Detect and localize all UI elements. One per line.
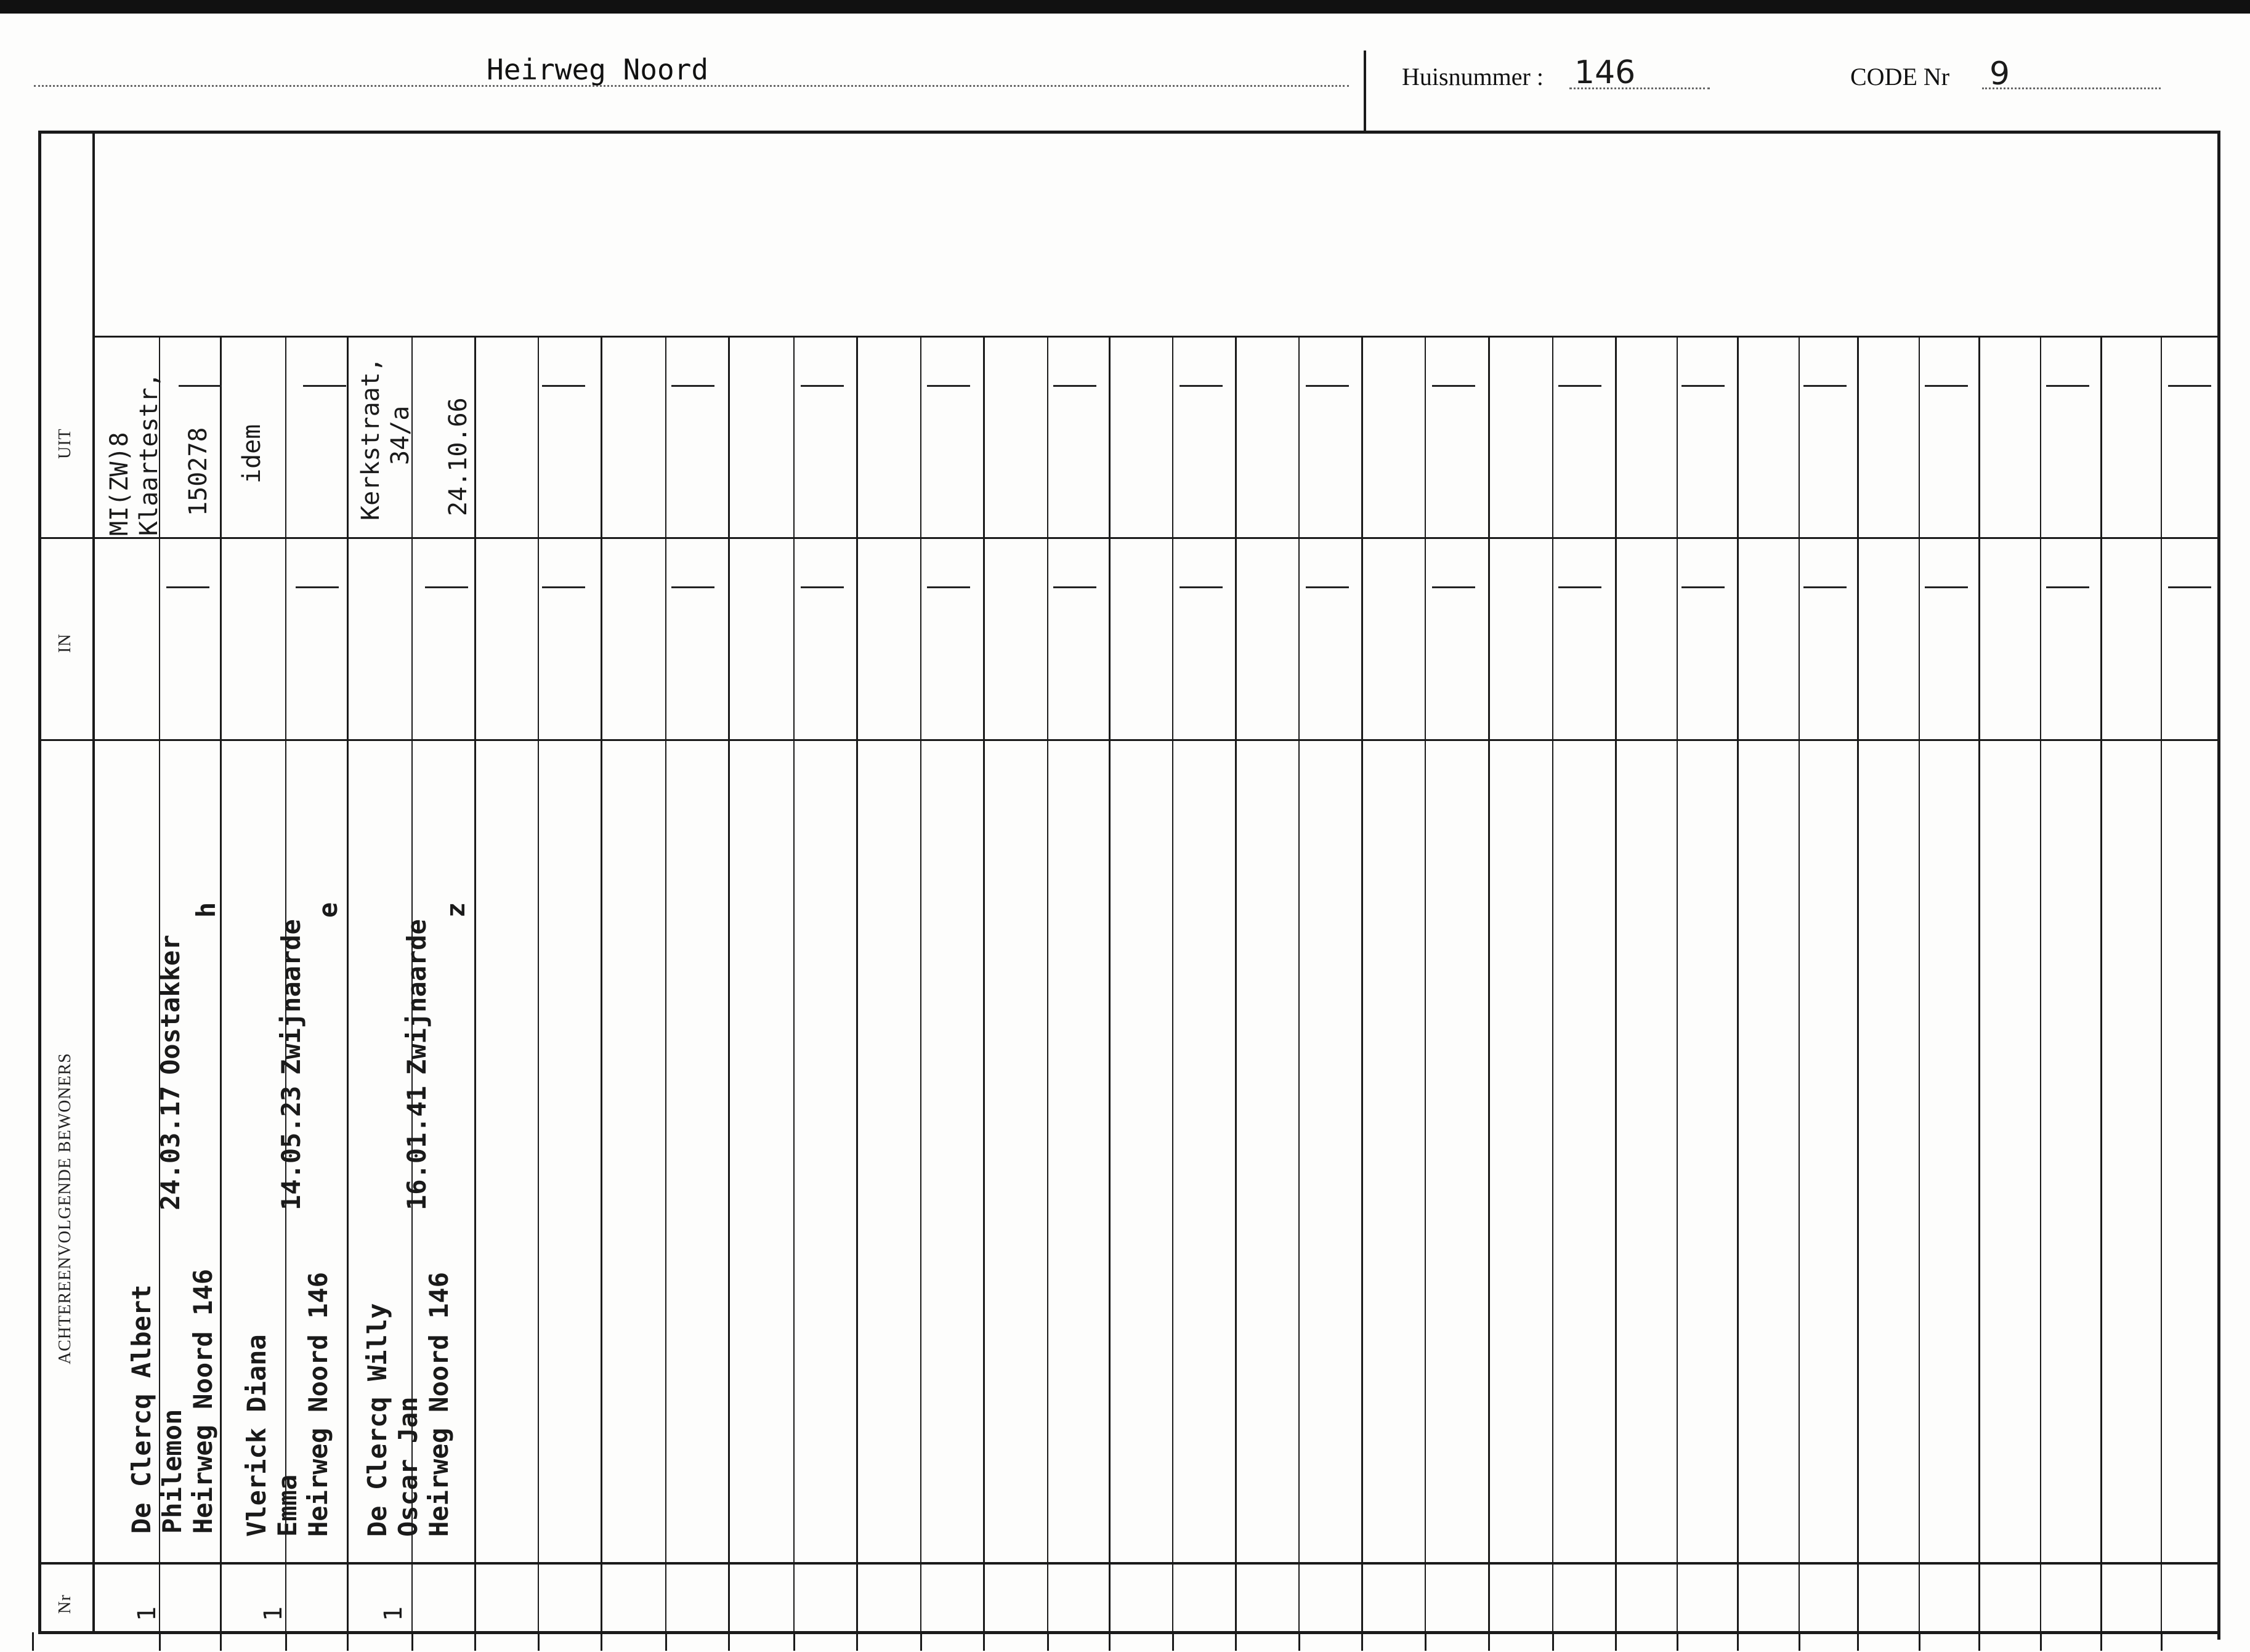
column-stub <box>2100 1632 2102 1651</box>
house-number-label: Huisnummer : <box>1402 63 1544 91</box>
column-stub <box>1919 1632 1920 1651</box>
column-stub <box>2040 1632 2042 1651</box>
empty-cell-dash <box>1053 385 1096 387</box>
empty-cell-dash <box>927 385 970 387</box>
empty-cell-dash <box>2046 586 2089 588</box>
row-divider-residents <box>38 739 2219 741</box>
section-label-uit: UIT <box>55 428 75 459</box>
section-label-in: IN <box>55 633 75 653</box>
column-stub <box>793 1632 795 1651</box>
empty-cell-dash <box>542 586 585 588</box>
empty-cell-dash <box>1432 586 1475 588</box>
column-stub <box>728 1632 730 1651</box>
column-divider <box>1488 336 1490 1632</box>
resident-3-mark: z <box>440 902 471 918</box>
resident-3-out-address: Kerkstraat, 34/a <box>357 357 415 520</box>
empty-cell-dash <box>2168 385 2211 387</box>
column-stub <box>474 1632 476 1651</box>
resident-1-name: De Clercq Albert Philemon Heirweg Noord 146 <box>126 1269 218 1534</box>
column-stub <box>1552 1632 1554 1651</box>
scan-top-border <box>0 0 2250 14</box>
empty-cell-dash <box>2168 586 2211 588</box>
column-stub <box>856 1632 858 1651</box>
column-divider <box>347 336 349 1632</box>
empty-cell-dash <box>1306 586 1349 588</box>
empty-cell-dash <box>179 385 222 387</box>
column-divider <box>1857 336 1859 1632</box>
column-stub <box>1047 1632 1049 1651</box>
resident-1-out-address: MI(ZW)8 Klaartestr, <box>105 373 163 536</box>
resident-1-nr: 1 <box>133 1606 161 1621</box>
resident-3-out-date: 24.10.66 <box>444 397 472 516</box>
column-stub <box>159 1632 161 1651</box>
empty-cell-dash <box>166 586 209 588</box>
subcolumn-divider <box>2161 336 2162 1632</box>
column-stub <box>665 1632 667 1651</box>
column-divider <box>601 336 602 1632</box>
resident-2-mark: e <box>313 902 343 918</box>
empty-cell-dash <box>1681 586 1725 588</box>
code-label: CODE Nr <box>1850 63 1950 91</box>
column-stub <box>983 1632 985 1651</box>
subcolumn-divider <box>1425 336 1426 1632</box>
empty-cell-dash <box>2046 385 2089 387</box>
table-left-border <box>38 131 41 1634</box>
subcolumn-divider <box>1677 336 1678 1632</box>
subcolumn-divider <box>665 336 666 1632</box>
empty-cell-dash <box>1180 385 1223 387</box>
table-right-border <box>2217 131 2220 1640</box>
column-divider <box>1109 336 1111 1632</box>
column-stub <box>1857 1632 1859 1651</box>
column-stub <box>1488 1632 1490 1651</box>
resident-3-birth-place: Zwijnaarde <box>402 919 432 1075</box>
empty-cell-dash <box>801 385 844 387</box>
column-stub <box>1235 1632 1237 1651</box>
resident-3-name: De Clercq Willy Oscar Jan Heirweg Noord 146 <box>362 1272 454 1537</box>
column-divider <box>728 336 730 1632</box>
column-stub <box>1361 1632 1363 1651</box>
column-stub <box>1109 1632 1111 1651</box>
column-stub <box>1425 1632 1426 1651</box>
resident-3-birth-date: 16.01.41 <box>402 1085 432 1210</box>
column-divider <box>1737 336 1739 1632</box>
column-stub <box>1677 1632 1678 1651</box>
empty-cell-dash <box>1925 586 1968 588</box>
table-top-border <box>38 131 2220 134</box>
column-divider <box>1978 336 1980 1632</box>
subcolumn-divider <box>793 336 795 1632</box>
resident-2-out-address: idem <box>238 424 266 484</box>
header-divider <box>1364 51 1366 131</box>
street-name: Heirweg Noord <box>487 53 709 86</box>
empty-cell-dash <box>303 385 346 387</box>
column-stub <box>601 1632 602 1651</box>
empty-cell-dash <box>425 586 468 588</box>
resident-1-mark: h <box>191 902 221 918</box>
subcolumn-divider <box>1047 336 1048 1632</box>
column-divider <box>474 336 476 1632</box>
column-stub <box>1298 1632 1300 1651</box>
column-stub <box>1615 1632 1617 1651</box>
subcolumn-divider <box>2040 336 2041 1632</box>
column-stub <box>1799 1632 1800 1651</box>
row-divider-in <box>38 537 2219 539</box>
table-bottom-border <box>38 1631 2220 1634</box>
resident-1-birth-date: 24.03.17 <box>155 1085 185 1210</box>
column-divider <box>983 336 985 1632</box>
subcolumn-divider <box>920 336 921 1632</box>
subcolumn-divider <box>1172 336 1173 1632</box>
column-divider <box>1615 336 1617 1632</box>
resident-2-birth-date: 14.05.23 <box>276 1085 306 1210</box>
empty-cell-dash <box>927 586 970 588</box>
column-stub <box>220 1632 222 1651</box>
empty-cell-dash <box>1306 385 1349 387</box>
subcolumn-divider <box>1919 336 1920 1632</box>
empty-cell-dash <box>1803 385 1847 387</box>
empty-cell-dash <box>1803 586 1847 588</box>
column-divider <box>856 336 858 1632</box>
empty-cell-dash <box>1558 385 1601 387</box>
empty-cell-dash <box>1558 586 1601 588</box>
empty-cell-dash <box>1681 385 1725 387</box>
column-stub <box>2161 1632 2163 1651</box>
column-stub <box>1978 1632 1980 1651</box>
resident-2-nr: 1 <box>259 1606 288 1621</box>
empty-cell-dash <box>671 385 714 387</box>
empty-cell-dash <box>1432 385 1475 387</box>
column-divider <box>1361 336 1363 1632</box>
empty-cell-dash <box>296 586 339 588</box>
resident-3-nr: 1 <box>379 1606 408 1621</box>
column-stub <box>1172 1632 1174 1651</box>
code-value: 9 <box>1989 55 2010 92</box>
subcolumn-divider <box>1298 336 1300 1632</box>
resident-2-birth-place: Zwijnaarde <box>276 919 306 1075</box>
section-label-nr: Nr <box>55 1594 75 1614</box>
column-divider <box>1235 336 1237 1632</box>
empty-cell-dash <box>1180 586 1223 588</box>
empty-cell-dash <box>1925 385 1968 387</box>
resident-1-birth-place: Oostakker <box>155 934 185 1075</box>
row-divider-nr <box>38 1562 2219 1565</box>
column-stub <box>285 1632 287 1651</box>
column-divider <box>220 336 222 1632</box>
column-stub <box>538 1632 540 1651</box>
column-stub <box>32 1632 34 1651</box>
column-stub <box>347 1632 349 1651</box>
section-label-residents: ACHTEREENVOLGENDE BEWONERS <box>55 1053 75 1364</box>
empty-cell-dash <box>801 586 844 588</box>
house-number-value: 146 <box>1574 54 1636 91</box>
column-divider <box>2100 336 2102 1632</box>
resident-2-name: Vlerick Diana Emma Heirweg Noord 146 <box>241 1272 333 1537</box>
column-stub <box>411 1632 413 1651</box>
subcolumn-divider <box>538 336 539 1632</box>
label-column-border <box>92 131 95 1634</box>
column-stub <box>1737 1632 1739 1651</box>
empty-cell-dash <box>671 586 714 588</box>
empty-cell-dash <box>542 385 585 387</box>
subcolumn-divider <box>1799 336 1800 1632</box>
subcolumn-divider <box>1552 336 1553 1632</box>
column-stub <box>920 1632 922 1651</box>
resident-1-out-code: 150278 <box>184 427 212 516</box>
empty-cell-dash <box>1053 586 1096 588</box>
